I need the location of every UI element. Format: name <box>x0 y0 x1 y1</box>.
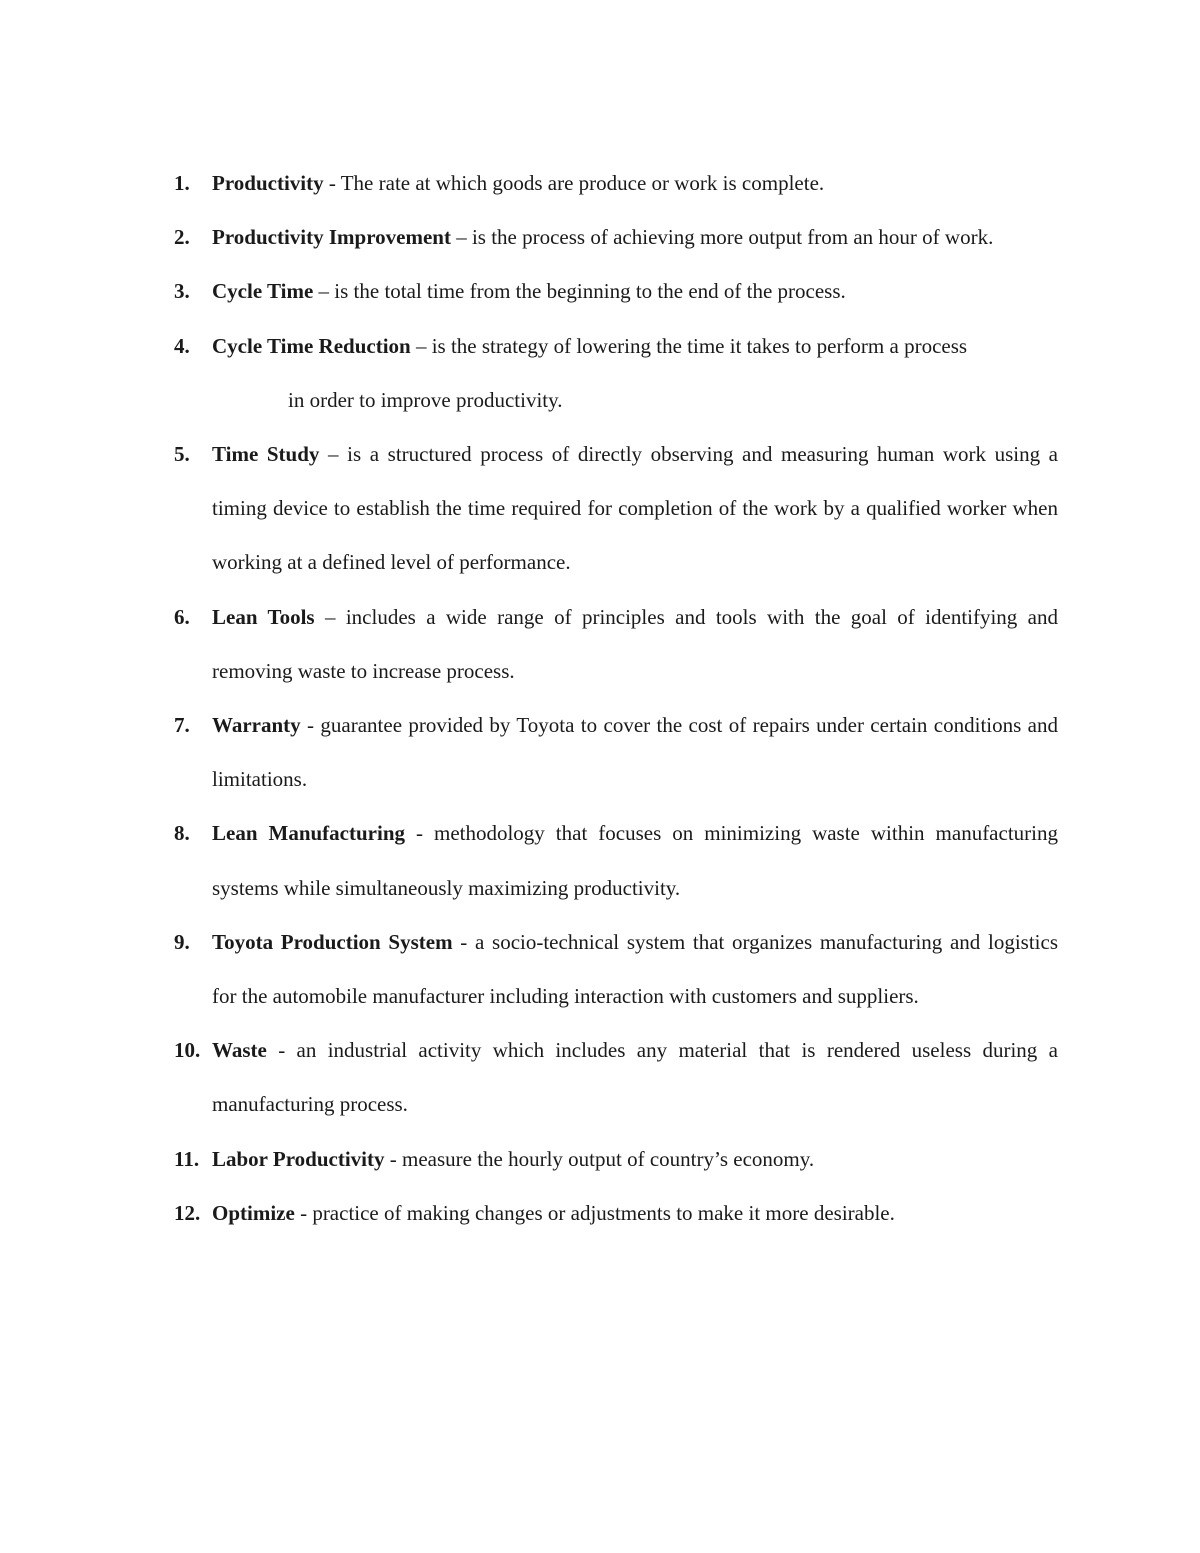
item-definition: methodology that focuses on minimizing waste within manufacturing systems while simultaneously maximizing productivity. <box>212 821 1058 900</box>
item-separator: – <box>410 333 432 358</box>
item-number: 12. <box>174 1200 201 1225</box>
item-definition: includes a wide range of principles and tools with the goal of identifying and removing waste to increase process. <box>212 604 1059 683</box>
list-item <box>174 1132 1058 1186</box>
item-number: 10. <box>174 1038 201 1063</box>
item-definition: is the strategy of lowering the time it takes to perform a process <box>431 333 968 358</box>
list-item <box>174 427 1058 590</box>
item-separator: - <box>452 929 475 954</box>
item-term: Lean Manufacturing <box>212 821 405 846</box>
item-separator: - <box>384 1146 402 1171</box>
item-separator: – <box>314 604 346 629</box>
item-term: Productivity <box>212 171 324 195</box>
item-term: Cycle Time Reduction <box>212 333 411 358</box>
item-term: Toyota Production System <box>212 929 453 954</box>
item-number: 3. <box>174 279 190 304</box>
item-definition: is the process of achieving more output from an hour of work. <box>471 225 994 250</box>
definition-list <box>174 156 1058 1240</box>
item-separator: - <box>294 1200 313 1225</box>
list-item <box>174 698 1058 806</box>
item-number: 2. <box>174 225 190 250</box>
item-term: Cycle Time <box>212 279 314 304</box>
item-number: 7. <box>174 713 190 738</box>
list-item <box>174 590 1058 698</box>
list-item <box>174 210 1058 264</box>
item-definition: guarantee provided by Toyota to cover the cost of repairs under certain conditions and limitations. <box>212 713 1059 792</box>
item-definition: measure the hourly output of country’s economy. <box>401 1146 815 1171</box>
item-separator: - <box>323 171 341 195</box>
item-definition: is the total time from the beginning to the end of the process. <box>334 279 846 304</box>
item-separator: - <box>405 821 434 846</box>
list-item <box>174 1023 1058 1131</box>
item-term: Waste <box>212 1038 267 1063</box>
item-definition: is a structured process of directly observing and measuring human work using a timing device to establish the time required for completion of the work by a qualified worker when working at a defined level of performance. <box>212 442 1059 575</box>
list-item <box>174 1186 1058 1240</box>
item-number: 1. <box>174 171 190 195</box>
item-definition: an industrial activity which includes any material that is rendered useless during a manufacturing process. <box>212 1038 1058 1117</box>
item-number: 5. <box>174 442 190 467</box>
item-separator: - <box>266 1038 297 1063</box>
list-item <box>174 156 1058 210</box>
item-separator: – <box>313 279 335 304</box>
item-number: 8. <box>174 821 190 846</box>
item-term: Productivity Improvement <box>212 225 451 250</box>
item-definition: a socio-technical system that organizes manufacturing and logistics for the automobile manufacturer including interaction with customers and suppliers. <box>212 929 1059 1009</box>
item-continuation: in order to improve productivity. <box>288 387 563 412</box>
item-definition: The rate at which goods are produce or work is complete. <box>340 171 825 195</box>
list-item <box>174 319 1058 427</box>
item-term: Labor Productivity <box>212 1146 385 1171</box>
item-number: 6. <box>174 604 190 629</box>
list-item <box>174 915 1058 1023</box>
item-term: Time Study <box>212 442 320 467</box>
item-definition: practice of making changes or adjustments to make it more desirable. <box>312 1200 895 1225</box>
item-term: Warranty <box>212 713 301 738</box>
item-number: 4. <box>174 333 190 358</box>
item-separator: – <box>450 225 472 250</box>
item-number: 11. <box>174 1146 200 1171</box>
list-item <box>174 806 1058 914</box>
item-separator: - <box>300 713 321 738</box>
item-number: 9. <box>174 929 190 954</box>
list-item <box>174 264 1058 318</box>
item-separator: – <box>319 442 348 467</box>
item-term: Lean Tools <box>212 604 315 629</box>
item-term: Optimize <box>212 1200 295 1225</box>
